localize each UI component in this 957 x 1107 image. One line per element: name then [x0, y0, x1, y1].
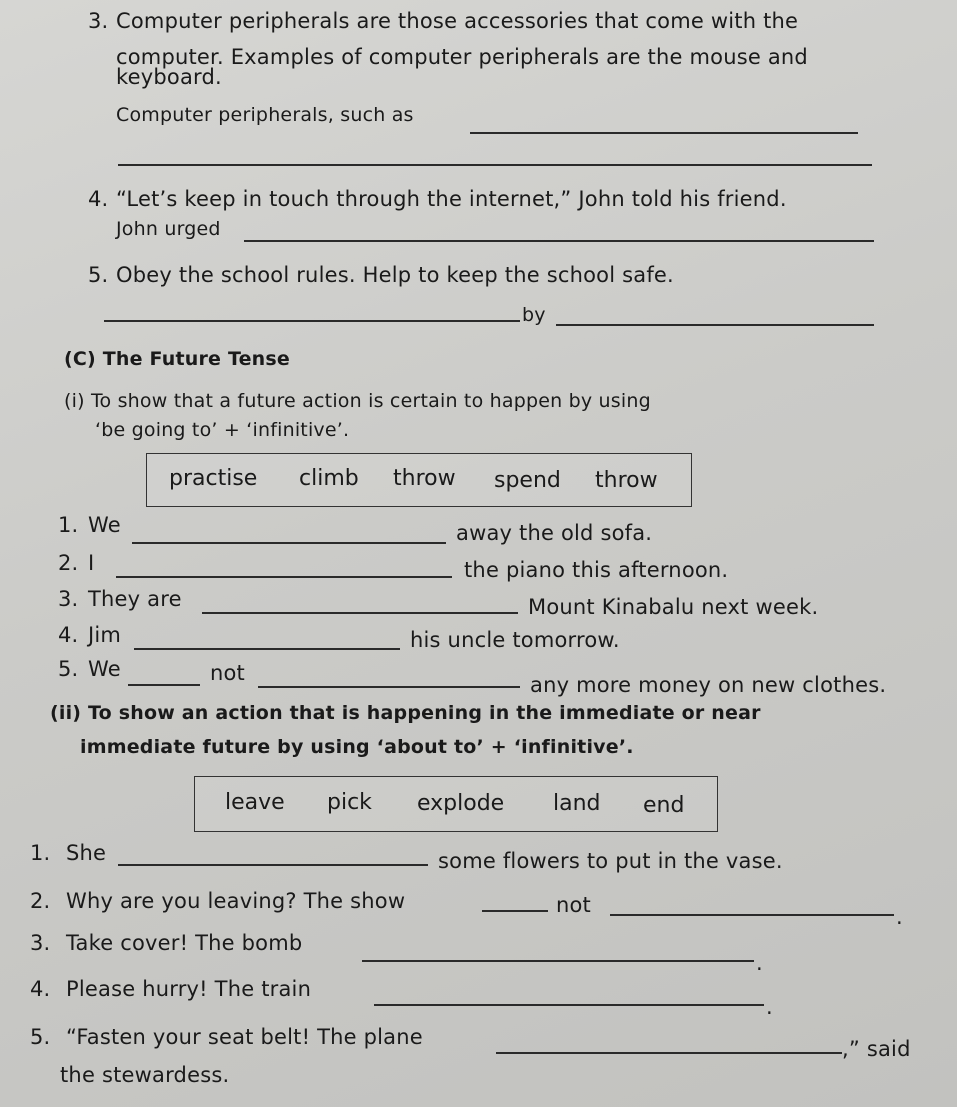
q5-number: 5. [88, 263, 109, 287]
part-i-item-end: his uncle tomorrow. [410, 628, 620, 652]
q5-answer-line-2[interactable] [556, 324, 874, 326]
part-ii-item-number: 1. [30, 841, 51, 865]
part-ii-item-blank[interactable] [496, 1052, 842, 1054]
part-ii-item-end: some flowers to put in the vase. [438, 849, 783, 873]
q3-answer-line-2[interactable] [118, 164, 872, 166]
part-ii-item-start: Why are you leaving? The show [66, 889, 406, 913]
part-ii-rule-line2: immediate future by using ‘about to’ + ‘infinitive’. [80, 736, 634, 758]
part-ii-item-number: 3. [30, 931, 51, 955]
word-box-item: spend [494, 468, 561, 493]
part-ii-item-blank[interactable] [374, 1004, 764, 1006]
part-i-item-start: I [88, 551, 95, 575]
word-box-item: practise [169, 466, 258, 491]
part-ii-item-blank[interactable] [482, 910, 548, 912]
word-box-item: leave [225, 790, 285, 815]
word-box-item: explode [417, 791, 505, 816]
part-ii-rule-line1: (ii) To show an action that is happening in the immediate or near [50, 702, 761, 724]
q3-prompt: Computer peripherals, such as [116, 104, 414, 126]
part-i-item-blank[interactable] [202, 612, 518, 614]
q3-answer-line-1[interactable] [470, 132, 858, 134]
q5-answer-line-1[interactable] [104, 320, 520, 322]
part-i-item-number: 2. [58, 551, 79, 575]
q3-line1: Computer peripherals are those accessories that come with the [116, 9, 799, 33]
part-ii-item-number: 4. [30, 977, 51, 1001]
part-i-item-blank[interactable] [258, 686, 520, 688]
part-ii-word-box [194, 776, 718, 832]
word-box-item: climb [299, 466, 359, 491]
part-ii-item-blank[interactable] [362, 960, 754, 962]
q5-line1: Obey the school rules. Help to keep the school safe. [116, 263, 674, 287]
part-ii-item-start: Please hurry! The train [66, 977, 312, 1001]
q4-answer-line[interactable] [244, 240, 874, 242]
part-i-item-start: We [88, 657, 121, 681]
part-i-rule-line1: (i) To show that a future action is certain to happen by using [64, 390, 651, 412]
section-c-heading: (C) The Future Tense [64, 348, 290, 370]
part-ii-item-number: 5. [30, 1025, 51, 1049]
part-i-item-blank[interactable] [116, 576, 452, 578]
part-i-item-blank[interactable] [132, 542, 446, 544]
word-box-item: throw [595, 468, 658, 493]
part-ii-item-end: ,” said [842, 1037, 911, 1061]
part-ii-item-number: 2. [30, 889, 51, 913]
part-ii-item-start: Take cover! The bomb [66, 931, 303, 955]
part-ii-item-mid: not [556, 893, 591, 917]
part-i-item-number: 5. [58, 657, 79, 681]
q4-line1: “Let’s keep in touch through the internet,” John told his friend. [116, 187, 787, 211]
part-ii-item-start: She [66, 841, 107, 865]
word-box-item: land [553, 791, 601, 816]
q4-prompt: John urged [116, 218, 221, 240]
part-i-item-end: the piano this afternoon. [464, 558, 729, 582]
q3-line2: computer. Examples of computer peripherals are the mouse and [116, 45, 808, 69]
q4-number: 4. [88, 187, 109, 211]
part-i-item-blank[interactable] [134, 648, 400, 650]
part-i-item-start: They are [88, 587, 182, 611]
q3-number: 3. [88, 9, 109, 33]
part-i-item-number: 4. [58, 623, 79, 647]
part-i-item-blank[interactable] [128, 684, 200, 686]
part-i-item-number: 3. [58, 587, 79, 611]
part-i-item-start: Jim [88, 623, 122, 647]
part-i-item-start: We [88, 513, 121, 537]
q5-by: by [522, 304, 546, 326]
part-ii-item-start: “Fasten your seat belt! The plane [66, 1025, 423, 1049]
part-ii-item-blank[interactable] [610, 914, 894, 916]
word-box-item: throw [393, 466, 456, 491]
word-box-item: pick [327, 790, 372, 815]
part-i-item-mid: not [210, 661, 245, 685]
part-ii-item-end: . [756, 951, 763, 975]
part-ii-item-blank[interactable] [118, 864, 428, 866]
word-box-item: end [643, 793, 685, 818]
part-ii-item-continuation: the stewardess. [60, 1063, 230, 1087]
part-ii-item-end: . [766, 995, 773, 1019]
part-i-item-end: any more money on new clothes. [530, 673, 887, 697]
part-i-item-end: away the old sofa. [456, 521, 653, 545]
part-ii-item-end: . [896, 905, 903, 929]
part-i-item-number: 1. [58, 513, 79, 537]
q3-line3: keyboard. [116, 65, 222, 89]
part-i-item-end: Mount Kinabalu next week. [528, 595, 819, 619]
part-i-rule-line2: ‘be going to’ + ‘infinitive’. [95, 419, 350, 441]
part-i-word-box [146, 453, 692, 507]
